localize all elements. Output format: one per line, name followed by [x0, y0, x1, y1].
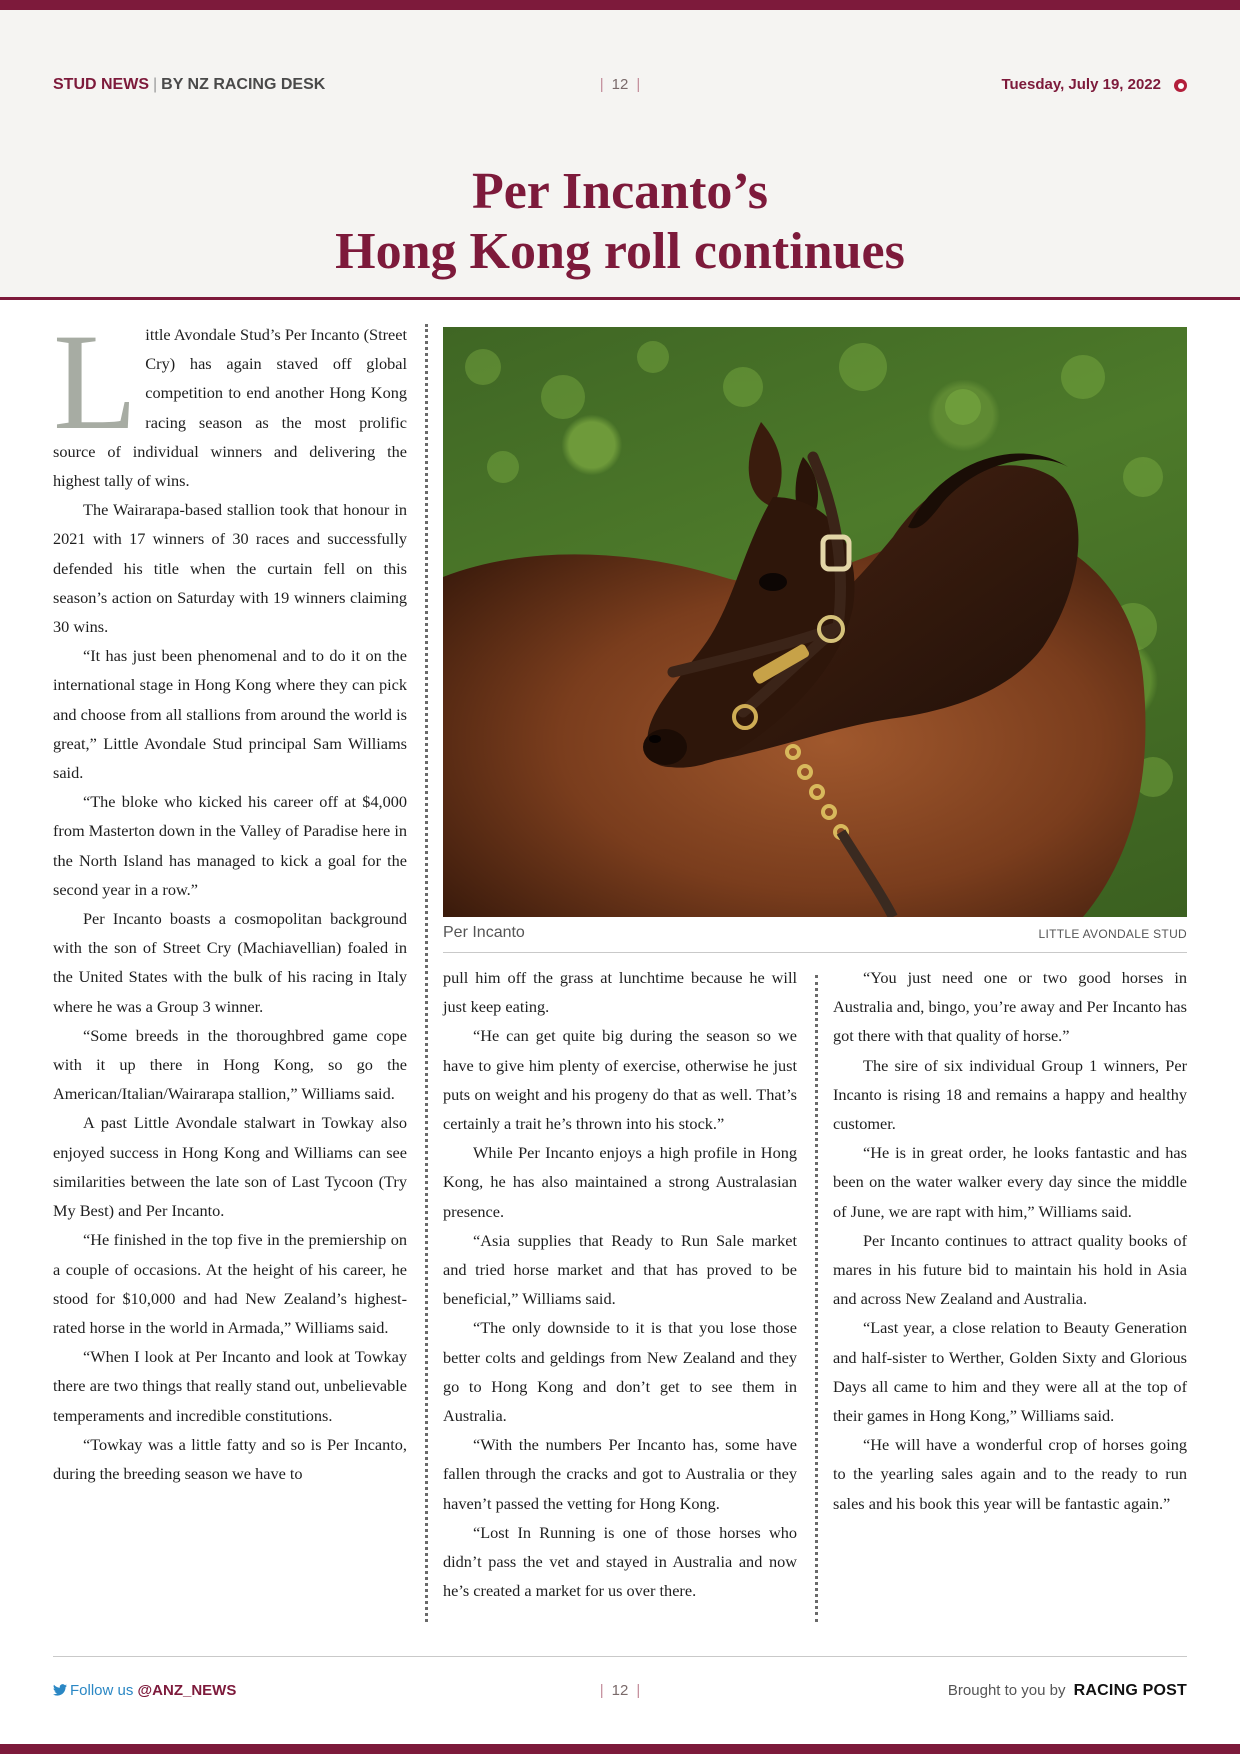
- desk-byline: BY NZ RACING DESK: [161, 76, 326, 93]
- page-number-value: 12: [611, 1682, 629, 1699]
- article-headline: [0, 162, 1240, 282]
- article-column-right: [833, 963, 1187, 1518]
- photo-caption-row: [443, 921, 1187, 953]
- article-paragraph: “He can get quite big during the season so we have to give him plenty of exercise, otherwise he just puts on weight and his progeny do that as well. That’s certainly a trait he’s thrown into his stock.”: [443, 1026, 797, 1134]
- page-footer: [53, 1682, 1187, 1706]
- article-paragraph: “Last year, a close relation to Beauty Generation and half-sister to Werther, Golden Sixty and Glorious Days all came to him and they were all at the top of their games in Hong Kong,” Williams said.: [833, 1318, 1187, 1426]
- headline-line-2: Hong Kong roll continues: [335, 223, 905, 280]
- article-paragraph: Little Avondale Stud’s Per Incanto (Street Cry) has again staved off global competition to end another Hong Kong racing season as the most prolific source of individual winners and delivering the highest tally of wins.: [53, 305, 407, 491]
- article-paragraph: Per Incanto continues to attract quality books of mares in his future bid to maintain his hold in Asia and across New Zealand and Australia.: [833, 1230, 1187, 1309]
- article-paragraph: “It has just been phenomenal and to do it on the international stage in Hong Kong where they can pick and choose from all stallions from around the world is great,” Little Avondale Stud principal Sam Williams said.: [53, 646, 407, 783]
- article-paragraph: “Some breeds in the thoroughbred game cope with it up there in Hong Kong, so go the American/Italian/Wairarapa stallion,” Williams said.: [53, 1025, 407, 1104]
- article-paragraph: “Towkay was a little fatty and so is Per Incanto, during the breeding season we have to: [53, 1434, 407, 1483]
- article-column-left: [53, 305, 407, 1488]
- article-paragraph: A past Little Avondale stalwart in Towkay also enjoyed success in Hong Kong and Williams can see similarities between the late son of Last Tycoon (Try My Best) and Per Incanto.: [53, 1113, 407, 1221]
- page-number-bottom: | 12 |: [599, 1682, 641, 1699]
- masthead: [53, 76, 1187, 100]
- article-paragraph: pull him off the grass at lunchtime because he will just keep eating.: [443, 968, 797, 1017]
- section-name[interactable]: STUD NEWS: [53, 76, 149, 93]
- article-paragraph: The Wairarapa-based stallion took that honour in 2021 with 17 winners of 30 races and successfully defended his title when the curtain fell on this season’s action on Saturday with 19 winners claiming 30 wins.: [53, 500, 407, 637]
- article-paragraph: “You just need one or two good horses in Australia and, bingo, you’re away and Per Incanto has got there with that quality of horse.”: [833, 968, 1187, 1046]
- article-paragraph: “Asia supplies that Ready to Run Sale market and tried horse market and that has proved to be beneficial,” Williams said.: [443, 1230, 797, 1309]
- column-divider-left: [425, 324, 428, 1622]
- article-paragraph: “The only downside to it is that you lose those better colts and geldings from New Zealand and they go to Hong Kong and don’t get to see them in Australia.: [443, 1318, 797, 1426]
- horse-photo[interactable]: [443, 327, 1187, 917]
- column-divider-right: [815, 975, 818, 1622]
- sponsor-label: Brought to you by: [947, 1682, 1066, 1699]
- horse-illustration: [443, 327, 1187, 917]
- article-paragraph: “He finished in the top five in the premiership on a couple of occasions. At the height of his career, he stood for $10,000 and had New Zealand’s highest-rated horse in the world in Armada,” Williams said.: [53, 1230, 407, 1337]
- article-paragraph: “Lost In Running is one of those horses who didn’t pass the vet and stayed in Australia and now he’s created a market for us over there.: [443, 1522, 797, 1601]
- follow-label: Follow us: [70, 1682, 134, 1699]
- photo-credit: LITTLE AVONDALE STUD: [1038, 927, 1187, 941]
- article-paragraph: “With the numbers Per Incanto has, some have fallen through the cracks and got to Australia or they haven’t passed the vetting for Hong Kong.: [443, 1435, 797, 1513]
- article-paragraph: “He will have a wonderful crop of horses going to the yearling sales again and to the ready to run sales and his book this year will be fantastic again.”: [833, 1435, 1187, 1513]
- issue-date: Tuesday, July 19, 2022: [1001, 76, 1161, 93]
- masthead-separator: |: [153, 76, 158, 93]
- page-number-value: 12: [611, 76, 629, 93]
- footer-rule: [53, 1656, 1187, 1657]
- headline-line-1: Per Incanto’s: [471, 163, 769, 220]
- article-paragraph: The sire of six individual Group 1 winners, Per Incanto is rising 18 and remains a happy and healthy customer.: [833, 1055, 1187, 1134]
- article-paragraph: “He is in great order, he looks fantastic and has been on the water walker every day since the middle of June, we are rapt with him,” Williams said.: [833, 1143, 1187, 1221]
- twitter-handle[interactable]: @ANZ_NEWS: [137, 1682, 237, 1699]
- sponsor-credit: [948, 1682, 1187, 1700]
- record-dot-icon[interactable]: [1174, 79, 1187, 92]
- article-paragraph: Per Incanto boasts a cosmopolitan background with the son of Street Cry (Machiavellian) foaled in the United States with the bulk of his racing in Italy where he was a Group 3 winner.: [53, 909, 407, 1016]
- bottom-accent-bar: [0, 1744, 1240, 1754]
- article-column-middle: [443, 963, 797, 1605]
- article-paragraph: While Per Incanto enjoys a high profile in Hong Kong, he has also maintained a strong Australasian presence.: [443, 1143, 797, 1221]
- top-accent-bar: [0, 0, 1240, 10]
- page-number-top: | 12 |: [599, 76, 641, 93]
- photo-caption: Per Incanto: [443, 924, 525, 941]
- article-paragraph: “The bloke who kicked his career off at $4,000 from Masterton down in the Valley of Paradise here in the North Island has managed to kick a goal for the second year in a row.”: [53, 792, 407, 899]
- drop-cap: L: [53, 305, 138, 458]
- racing-post-logo[interactable]: RACING POST: [1073, 1682, 1187, 1699]
- article-paragraph: “When I look at Per Incanto and look at Towkay there are two things that really stand out, unbelievable temperaments and incredible constitutions.: [53, 1347, 407, 1425]
